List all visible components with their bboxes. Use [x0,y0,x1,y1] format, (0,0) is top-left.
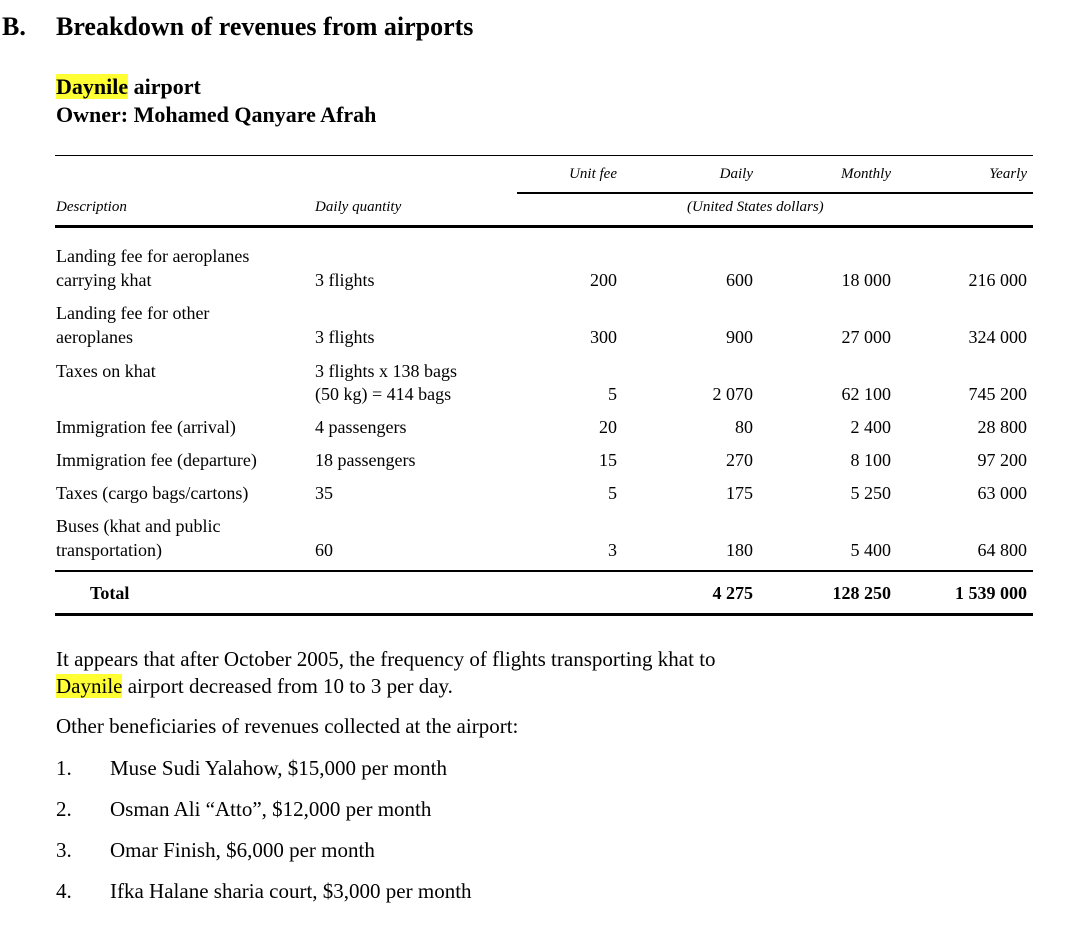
row-quantity-line: 3 flights x 138 bags [315,361,457,381]
row-unit-fee: 300 [590,327,617,347]
airport-name-rest: airport [128,74,201,99]
section-letter: B. [2,12,26,41]
owner-line: Owner: Mohamed Qanyare Afrah [56,102,377,127]
row-quantity: 60 [315,540,333,560]
row-daily: 180 [726,540,753,560]
list-item-number: 1. [56,756,72,780]
paragraph-highlight: Daynile [56,674,123,698]
row-quantity: 35 [315,483,333,503]
total-monthly: 128 250 [832,583,891,603]
list-item-text: Omar Finish, $6,000 per month [110,838,375,862]
paragraph-line-1: It appears that after October 2005, the frequency of flights transporting khat to [56,647,716,671]
row-daily: 2 070 [712,384,753,404]
row-daily: 270 [726,450,753,470]
row-daily: 600 [726,270,753,290]
airport-name-highlight: Daynile [56,74,129,99]
airport-title [56,74,201,100]
header-daily-quantity: Daily quantity [315,199,402,215]
row-unit-fee: 20 [599,417,617,437]
row-description-line: Landing fee for other [56,303,210,323]
total-daily: 4 275 [712,583,753,603]
list-item-number: 4. [56,879,72,903]
row-monthly: 2 400 [850,417,891,437]
row-monthly: 5 400 [850,540,891,560]
row-description-line: carrying khat [56,270,152,290]
row-monthly: 5 250 [850,483,891,503]
row-yearly: 324 000 [968,327,1027,347]
row-unit-fee: 15 [599,450,617,470]
header-bottom-rule [55,225,1033,228]
row-description-line: Immigration fee (departure) [56,450,257,470]
header-unit-fee: Unit fee [569,166,617,182]
row-yearly: 745 200 [968,384,1027,404]
row-yearly: 63 000 [977,483,1027,503]
row-quantity: 3 flights [315,270,375,290]
row-unit-fee: 200 [590,270,617,290]
row-description-line: Landing fee for aeroplanes [56,246,250,266]
paragraph-line-2-rest: airport decreased from 10 to 3 per day. [122,674,453,698]
row-monthly: 62 100 [841,384,891,404]
row-monthly: 18 000 [841,270,891,290]
row-monthly: 27 000 [841,327,891,347]
total-label: Total [90,583,130,603]
header-description: Description [56,199,127,215]
header-daily: Daily [719,166,753,182]
row-yearly: 64 800 [977,540,1027,560]
paragraph-line-2 [56,674,453,699]
header-mid-rule [517,192,1033,194]
row-monthly: 8 100 [850,450,891,470]
row-daily: 900 [726,327,753,347]
row-unit-fee: 3 [608,540,617,560]
header-monthly: Monthly [841,166,891,182]
row-yearly: 216 000 [968,270,1027,290]
section-title: Breakdown of revenues from airports [56,12,474,41]
row-quantity-line: (50 kg) = 414 bags [315,384,452,404]
row-unit-fee: 5 [608,483,617,503]
table-bottom-rule [55,613,1033,616]
row-quantity: 3 flights [315,327,375,347]
row-quantity: 4 passengers [315,417,407,437]
row-unit-fee: 5 [608,384,617,404]
row-yearly: 97 200 [977,450,1027,470]
header-yearly: Yearly [989,166,1027,182]
row-description-line: aeroplanes [56,327,133,347]
row-daily: 80 [735,417,753,437]
header-currency: (United States dollars) [687,199,824,215]
row-description-line: Immigration fee (arrival) [56,417,236,437]
total-yearly: 1 539 000 [955,583,1027,603]
row-description-line: Taxes on khat [56,361,156,381]
list-item-number: 2. [56,797,72,821]
total-top-rule [55,570,1033,572]
row-quantity: 18 passengers [315,450,416,470]
list-item-text: Muse Sudi Yalahow, $15,000 per month [110,756,447,780]
section-heading [2,12,473,42]
row-description-line: Buses (khat and public [56,516,221,536]
list-item-number: 3. [56,838,72,862]
list-item-text: Osman Ali “Atto”, $12,000 per month [110,797,432,821]
list-item-text: Ifka Halane sharia court, $3,000 per month [110,879,472,903]
row-yearly: 28 800 [977,417,1027,437]
row-daily: 175 [726,483,753,503]
row-description-line: transportation) [56,540,162,560]
table-top-rule [55,155,1033,156]
row-description-line: Taxes (cargo bags/cartons) [56,483,249,503]
beneficiaries-intro: Other beneficiaries of revenues collected at the airport: [56,714,519,738]
